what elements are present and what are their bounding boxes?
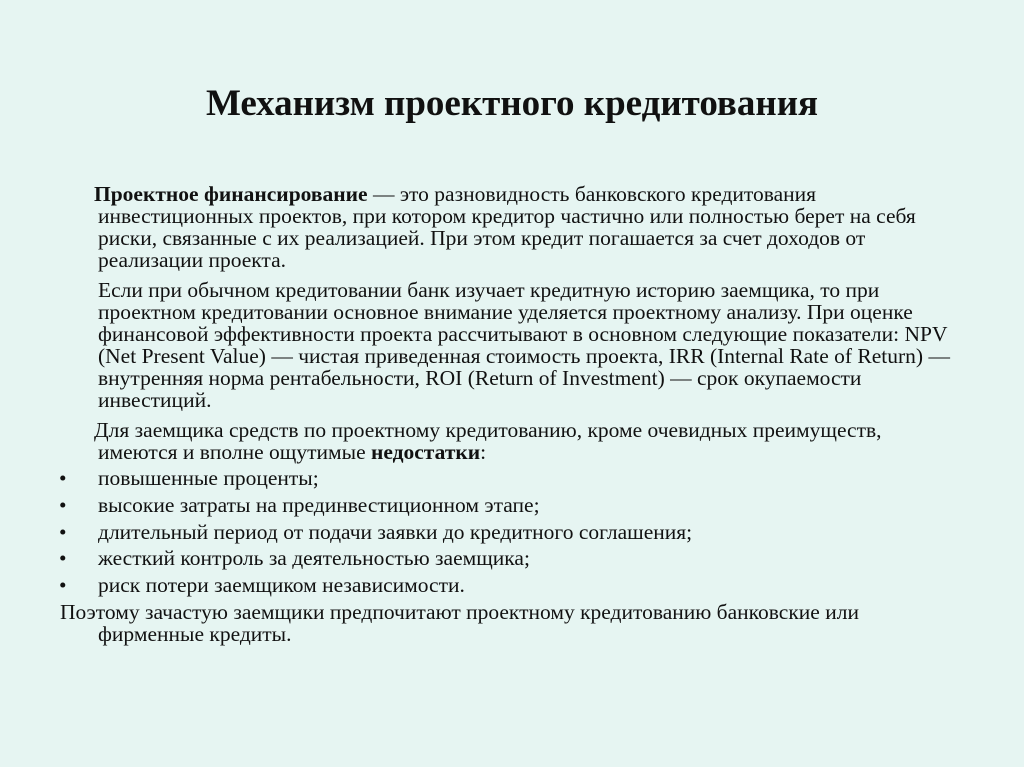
list-item [60,467,960,489]
paragraph-definition [60,183,960,271]
list-item [60,494,960,516]
paragraph-drawbacks-intro [60,419,960,463]
drawbacks-list [60,467,960,596]
bullet-icon: • [59,519,67,544]
list-item-text: повышенные проценты; [98,466,319,490]
slide-body [60,183,960,645]
paragraph-analysis [60,279,960,411]
list-item [60,574,960,596]
list-item-text: длительный период от подачи заявки до кредитного соглашения; [98,519,693,544]
list-item-text: риск потери заемщиком независимости. [98,573,465,598]
analysis-text: Если при обычном кредитовании банк изучает кредитную историю заемщика, то при проектном кредитовании основное внимание уделяется проектному анализу. При оценке финансовой эффективности проекта рассчитывают в основном следующие показатели: NPV (Net Present Value) — чистая приведенная стоимость проекта, IRR (Internal Rate of Return) — внутренняя норма рентабельности, ROI (Return of Investment) — срок окупаемости инвестиций. [98,278,950,412]
list-item-text: жесткий контроль за деятельностью заемщика; [98,546,530,571]
list-item [60,521,960,543]
drawbacks-colon: : [480,440,487,464]
bullet-icon: • [59,573,67,598]
drawbacks-intro-text: Для заемщика средств по проектному кредитованию, кроме очевидных преимуществ, имеются и вполне ощутимые [94,418,882,464]
list-item-text: высокие затраты на прединвестиционном этапе; [98,492,540,517]
paragraph-conclusion: Поэтому зачастую заемщики предпочитают проектному кредитованию банковские или фирменные кредиты. [60,599,859,646]
definition-text: — это разновидность банковского кредитования инвестиционных проектов, при котором кредитор частично или полностью берет на себя риски, связанные с их реализацией. При этом кредит погашается за счет доходов от реализации проекта. [98,182,916,272]
list-item [60,547,960,569]
bullet-icon: • [59,492,67,517]
term-project-financing: Проектное финансирование [94,182,368,206]
drawbacks-term: недостатки [370,440,481,464]
bullet-icon: • [59,466,67,490]
bullet-icon: • [59,546,67,571]
slide-title: Механизм проектного кредитования [205,83,819,124]
